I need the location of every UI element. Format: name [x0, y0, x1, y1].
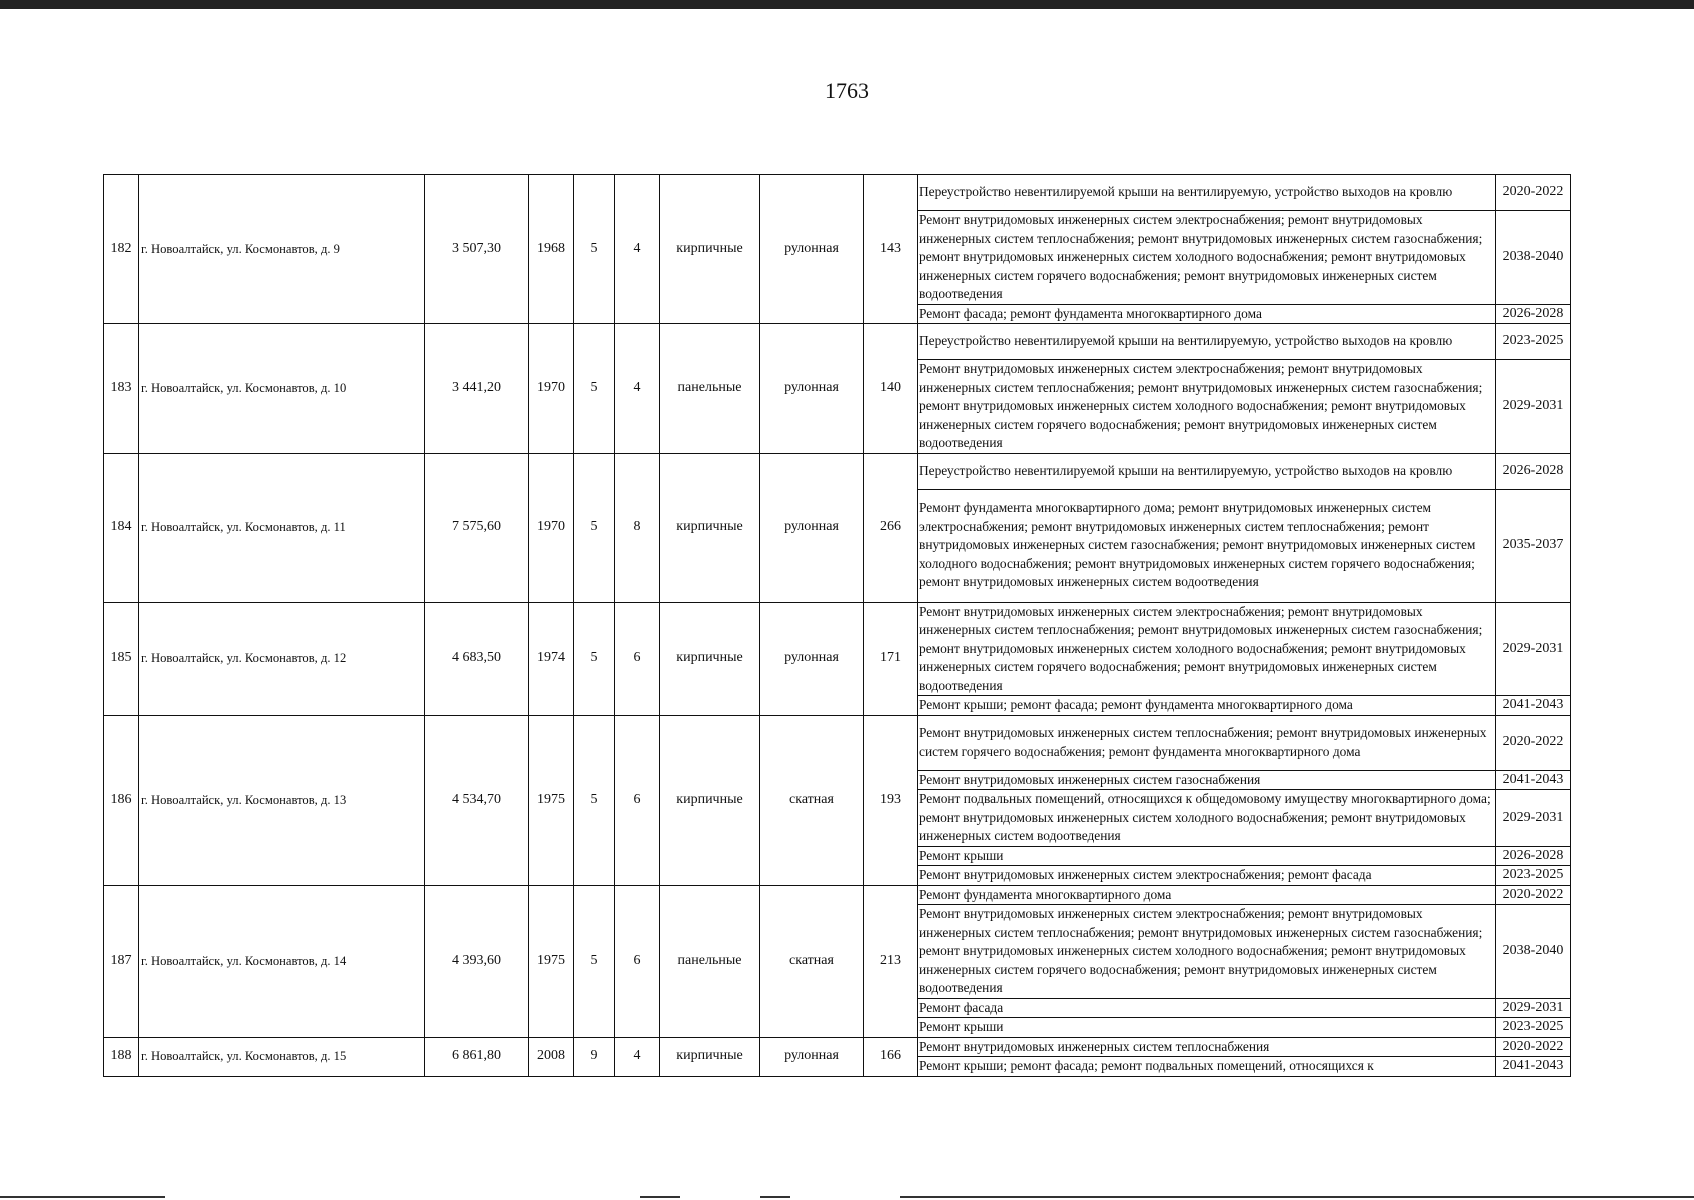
table-row — [104, 175, 1571, 211]
roof-type: рулонная — [760, 324, 864, 454]
work-period: 2026-2028 — [1496, 304, 1571, 324]
work-description: Ремонт внутридомовых инженерных систем электроснабжения; ремонт внутридомовых инженерных систем теплоснабжения; ремонт внутридомовых инженерных систем газоснабжения; ремонт внутридомовых инженерных систем холодного водоснабжения; ремонт внутридомовых инженерных систем горячего водоснабжения; ремонт внутридомовых инженерных систем водоотведения — [918, 360, 1496, 454]
work-period: 2020-2022 — [1496, 885, 1571, 905]
work-period: 2026-2028 — [1496, 846, 1571, 866]
house-number: 187 — [104, 885, 139, 1037]
work-description: Ремонт фундамента многоквартирного дома; ремонт внутридомовых инженерных систем электроснабжения; ремонт внутридомовых инженерных систем теплоснабжения; ремонт внутридомовых инженерных систем газоснабжения; ремонт внутридомовых инженерных систем холодного водоснабжения; ремонт внутридомовых инженерных систем горячего водоснабжения; ремонт внутридомовых инженерных систем водоотведения — [918, 489, 1496, 602]
work-period: 2029-2031 — [1496, 998, 1571, 1018]
page-number: 1763 — [825, 78, 869, 103]
table-row — [104, 1037, 1571, 1057]
work-period: 2023-2025 — [1496, 324, 1571, 360]
entrances-count: 4 — [615, 324, 660, 454]
table-row — [104, 324, 1571, 360]
floors-count: 5 — [574, 715, 615, 885]
entrances-count: 6 — [615, 602, 660, 715]
work-period: 2020-2022 — [1496, 1037, 1571, 1057]
wall-material: кирпичные — [660, 1037, 760, 1076]
build-year: 1970 — [529, 324, 574, 454]
floors-count: 9 — [574, 1037, 615, 1076]
work-period: 2020-2022 — [1496, 175, 1571, 211]
repair-schedule-table — [103, 174, 1571, 1077]
work-description: Ремонт фасада; ремонт фундамента многоквартирного дома — [918, 304, 1496, 324]
work-description: Ремонт подвальных помещений, относящихся к общедомовому имуществу многоквартирного дома; ремонт внутридомовых инженерных систем холодного водоснабжения; ремонт внутридомовых инженерных систем водоотведения — [918, 790, 1496, 847]
house-address: г. Новоалтайск, ул. Космонавтов, д. 11 — [139, 453, 425, 602]
build-year: 1975 — [529, 885, 574, 1037]
residents-count: 266 — [864, 453, 918, 602]
house-number: 182 — [104, 175, 139, 324]
work-description: Ремонт внутридомовых инженерных систем электроснабжения; ремонт внутридомовых инженерных систем теплоснабжения; ремонт внутридомовых инженерных систем газоснабжения; ремонт внутридомовых инженерных систем холодного водоснабжения; ремонт внутридомовых инженерных систем горячего водоснабжения; ремонт внутридомовых инженерных систем водоотведения — [918, 211, 1496, 305]
house-number: 183 — [104, 324, 139, 454]
repair-schedule-table-wrap — [103, 174, 1570, 1077]
house-area: 4 393,60 — [425, 885, 529, 1037]
work-period: 2029-2031 — [1496, 790, 1571, 847]
work-description: Переустройство невентилируемой крыши на вентилируемую, устройство выходов на кровлю — [918, 453, 1496, 489]
work-period: 2041-2043 — [1496, 696, 1571, 716]
work-period: 2038-2040 — [1496, 905, 1571, 999]
table-row — [104, 453, 1571, 489]
top-scan-border — [0, 0, 1694, 9]
house-address: г. Новоалтайск, ул. Космонавтов, д. 9 — [139, 175, 425, 324]
floors-count: 5 — [574, 175, 615, 324]
house-address: г. Новоалтайск, ул. Космонавтов, д. 13 — [139, 715, 425, 885]
work-description: Переустройство невентилируемой крыши на вентилируемую, устройство выходов на кровлю — [918, 324, 1496, 360]
roof-type: рулонная — [760, 175, 864, 324]
work-period: 2020-2022 — [1496, 715, 1571, 770]
work-description: Ремонт крыши — [918, 846, 1496, 866]
work-description: Ремонт внутридомовых инженерных систем электроснабжения; ремонт внутридомовых инженерных систем теплоснабжения; ремонт внутридомовых инженерных систем газоснабжения; ремонт внутридомовых инженерных систем холодного водоснабжения; ремонт внутридомовых инженерных систем горячего водоснабжения; ремонт внутридомовых инженерных систем водоотведения — [918, 602, 1496, 696]
house-number: 184 — [104, 453, 139, 602]
work-description: Ремонт внутридомовых инженерных систем газоснабжения — [918, 770, 1496, 790]
work-period: 2029-2031 — [1496, 602, 1571, 696]
build-year: 1968 — [529, 175, 574, 324]
wall-material: кирпичные — [660, 175, 760, 324]
work-period: 2041-2043 — [1496, 770, 1571, 790]
roof-type: скатная — [760, 885, 864, 1037]
house-area: 4 683,50 — [425, 602, 529, 715]
house-area: 7 575,60 — [425, 453, 529, 602]
house-address: г. Новоалтайск, ул. Космонавтов, д. 12 — [139, 602, 425, 715]
floors-count: 5 — [574, 602, 615, 715]
work-period: 2023-2025 — [1496, 866, 1571, 886]
work-period: 2029-2031 — [1496, 360, 1571, 454]
roof-type: рулонная — [760, 1037, 864, 1076]
roof-type: скатная — [760, 715, 864, 885]
house-number: 188 — [104, 1037, 139, 1076]
work-description: Ремонт внутридомовых инженерных систем электроснабжения; ремонт внутридомовых инженерных систем теплоснабжения; ремонт внутридомовых инженерных систем газоснабжения; ремонт внутридомовых инженерных систем холодного водоснабжения; ремонт внутридомовых инженерных систем горячего водоснабжения; ремонт внутридомовых инженерных систем водоотведения — [918, 905, 1496, 999]
residents-count: 166 — [864, 1037, 918, 1076]
build-year: 1975 — [529, 715, 574, 885]
residents-count: 143 — [864, 175, 918, 324]
residents-count: 140 — [864, 324, 918, 454]
house-address: г. Новоалтайск, ул. Космонавтов, д. 15 — [139, 1037, 425, 1076]
floors-count: 5 — [574, 885, 615, 1037]
residents-count: 193 — [864, 715, 918, 885]
work-description: Ремонт внутридомовых инженерных систем теплоснабжения — [918, 1037, 1496, 1057]
build-year: 1970 — [529, 453, 574, 602]
entrances-count: 6 — [615, 715, 660, 885]
work-description: Ремонт крыши; ремонт фасада; ремонт подвальных помещений, относящихся к — [918, 1057, 1496, 1077]
table-body — [104, 175, 1571, 1077]
wall-material: кирпичные — [660, 453, 760, 602]
table-row — [104, 715, 1571, 770]
entrances-count: 4 — [615, 175, 660, 324]
floors-count: 5 — [574, 453, 615, 602]
table-row — [104, 602, 1571, 696]
wall-material: кирпичные — [660, 715, 760, 885]
wall-material: панельные — [660, 885, 760, 1037]
house-area: 3 507,30 — [425, 175, 529, 324]
residents-count: 213 — [864, 885, 918, 1037]
house-number: 185 — [104, 602, 139, 715]
wall-material: кирпичные — [660, 602, 760, 715]
work-description: Ремонт фундамента многоквартирного дома — [918, 885, 1496, 905]
roof-type: рулонная — [760, 602, 864, 715]
house-area: 4 534,70 — [425, 715, 529, 885]
work-description: Ремонт внутридомовых инженерных систем теплоснабжения; ремонт внутридомовых инженерных систем горячего водоснабжения; ремонт фундамента многоквартирного дома — [918, 715, 1496, 770]
house-area: 3 441,20 — [425, 324, 529, 454]
work-period: 2035-2037 — [1496, 489, 1571, 602]
house-area: 6 861,80 — [425, 1037, 529, 1076]
work-description: Ремонт внутридомовых инженерных систем электроснабжения; ремонт фасада — [918, 866, 1496, 886]
wall-material: панельные — [660, 324, 760, 454]
build-year: 2008 — [529, 1037, 574, 1076]
work-description: Ремонт фасада — [918, 998, 1496, 1018]
house-address: г. Новоалтайск, ул. Космонавтов, д. 10 — [139, 324, 425, 454]
entrances-count: 8 — [615, 453, 660, 602]
entrances-count: 4 — [615, 1037, 660, 1076]
work-period: 2026-2028 — [1496, 453, 1571, 489]
residents-count: 171 — [864, 602, 918, 715]
work-period: 2023-2025 — [1496, 1018, 1571, 1038]
roof-type: рулонная — [760, 453, 864, 602]
build-year: 1974 — [529, 602, 574, 715]
floors-count: 5 — [574, 324, 615, 454]
work-description: Ремонт крыши; ремонт фасада; ремонт фундамента многоквартирного дома — [918, 696, 1496, 716]
table-row — [104, 885, 1571, 905]
entrances-count: 6 — [615, 885, 660, 1037]
house-address: г. Новоалтайск, ул. Космонавтов, д. 14 — [139, 885, 425, 1037]
house-number: 186 — [104, 715, 139, 885]
work-period: 2041-2043 — [1496, 1057, 1571, 1077]
work-period: 2038-2040 — [1496, 211, 1571, 305]
work-description: Переустройство невентилируемой крыши на вентилируемую, устройство выходов на кровлю — [918, 175, 1496, 211]
work-description: Ремонт крыши — [918, 1018, 1496, 1038]
